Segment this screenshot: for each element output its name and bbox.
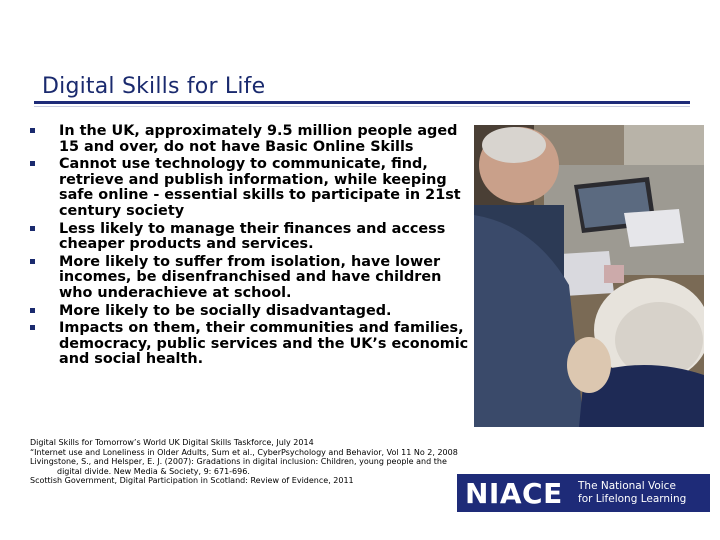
square-bullet-icon xyxy=(30,128,35,133)
square-bullet-icon xyxy=(30,161,35,166)
bullet-text: More likely to be socially disadvantaged. xyxy=(59,302,392,319)
title-underline-shadow xyxy=(34,106,690,107)
square-bullet-icon xyxy=(30,325,35,330)
logo-tagline xyxy=(572,480,708,506)
bullet-text: In the UK, approximately 9.5 million people aged 15 and over, do not have Basic Online Skills xyxy=(59,123,458,155)
niace-logo xyxy=(457,474,710,512)
square-bullet-icon xyxy=(30,226,35,231)
square-bullet-icon xyxy=(30,259,35,264)
logo-tagline-line1: The National Voice xyxy=(578,480,676,492)
bullet-item xyxy=(30,222,470,253)
bullet-text: More likely to suffer from isolation, have lower incomes, be disenfranchised and have children who underachieve at school. xyxy=(59,253,442,301)
reference-item: Digital Skills for Tomorrow’s World UK Digital Skills Taskforce, July 2014 xyxy=(30,438,314,447)
bullet-text: Impacts on them, their communities and families, democracy, public services and the UK’s economic and social health. xyxy=(59,320,469,368)
bullet-item xyxy=(30,321,470,368)
older-adults-using-tablets-photo xyxy=(474,125,704,427)
reference-item: Livingstone, S., and Helsper, E. J. (2007): Gradations in digital inclusion: Children, young people and the digital divide. New Media & Society, 9: 671-696. xyxy=(30,457,447,476)
references xyxy=(30,438,470,486)
reference-item: Scottish Government, Digital Participation in Scotland: Review of Evidence, 2011 xyxy=(30,476,354,486)
bullet-item xyxy=(30,255,470,302)
square-bullet-icon xyxy=(30,308,35,313)
bullet-list xyxy=(30,124,470,370)
bullet-text: Less likely to manage their finances and access cheaper products and services. xyxy=(59,220,446,253)
bullet-text: Cannot use technology to communicate, find, retrieve and publish information, while keeping safe online - essential skills to participate in 21st century society xyxy=(59,156,461,219)
bullet-item xyxy=(30,157,470,219)
reference-item: “Internet use and Loneliness in Older Adults, Sum et al., CyberPsychology and Behavior, Vol 11 No 2, 2008 xyxy=(30,447,458,457)
bullet-item xyxy=(30,124,470,155)
logo-tagline-line2: for Lifelong Learning xyxy=(578,493,687,505)
title-underline xyxy=(34,101,690,104)
slide-title: Digital Skills for Life xyxy=(42,74,266,99)
bullet-item xyxy=(30,304,470,320)
logo-wordmark: NIACE xyxy=(465,476,563,510)
